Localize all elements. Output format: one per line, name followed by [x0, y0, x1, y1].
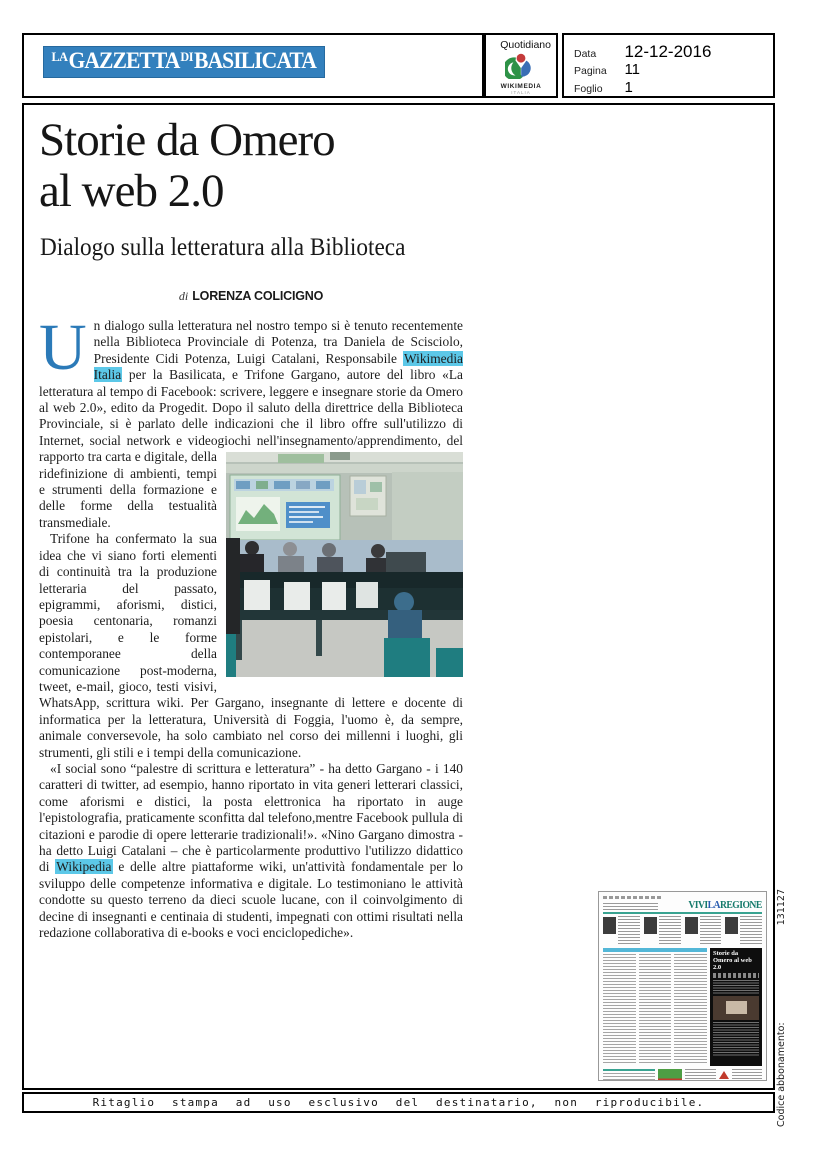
mini-photo [644, 917, 657, 934]
newspaper-page-thumbnail [598, 891, 767, 1081]
byline-author: LORENZA COLICIGNO [192, 289, 324, 303]
newspaper-masthead [43, 46, 325, 78]
highlighted-article-title: Storie da Omero al web 2.0 [713, 950, 752, 971]
text-lines [713, 973, 759, 978]
thumbnail-kicker-lines [603, 896, 663, 899]
color-photo [658, 1069, 682, 1081]
paragraph-1-text-mid: per la Basilicata, e Trifone Gargano, autore del libro «La letteratura al tempo di Facebook: scrivere, leggere e insegnare storie da Omero al web 2.0», edito da Progedit. Dopo il saluto della direttrice della Biblioteca Provinciale, si è parlato delle indicazioni che il libro offre sull'utilizzo di Internet, social network e videogiochi nell'insegnamento/apprendimento, del rapporto tra carta e digitale, [39, 367, 463, 465]
text-lines [659, 916, 681, 946]
disclaimer-strip [22, 1092, 775, 1113]
text-lines [740, 916, 762, 946]
highlighted-article-box [710, 948, 762, 1066]
mini-news-item [603, 916, 640, 946]
paragraph-1-text-end: della ridefinizione di ambienti, tempi e strumenti della formazione e delle forme della testualità transmediale. [39, 449, 217, 530]
mini-photo [725, 917, 738, 934]
text-lines [674, 954, 707, 1064]
mini-news-item [685, 916, 722, 946]
wikimedia-italia-logo [486, 51, 556, 95]
date-label: Data [574, 48, 597, 60]
meta-date-row [574, 42, 711, 62]
sheet-label: Foglio [574, 83, 603, 95]
section-rule [603, 912, 762, 914]
publication-type-box [484, 33, 558, 98]
text-lines [700, 916, 722, 946]
mini-article-photo [713, 996, 759, 1020]
article-title-line2: al web 2.0 [39, 165, 224, 217]
listing-text-columns [603, 954, 707, 1064]
clipping-meta-box [562, 33, 775, 98]
text-lines [603, 954, 636, 1064]
highlight-wikipedia: Wikipedia [56, 859, 112, 875]
mini-news-item [644, 916, 681, 946]
thumbnail-bottom-row [603, 1069, 762, 1081]
section-title-vivi: VIVI [688, 900, 708, 911]
article-frame [22, 103, 775, 1090]
wikimedia-logo-subtext: ITALIA [511, 90, 531, 95]
masthead-di: DI [180, 49, 194, 64]
article-title [39, 115, 773, 217]
text-lines [603, 903, 658, 911]
listing-header-bar [603, 948, 707, 952]
article-title-line1: Storie da Omero [39, 114, 335, 166]
text-lines [685, 1069, 716, 1081]
article-byline [39, 287, 463, 305]
paragraph-1 [39, 311, 463, 531]
byline-prefix: di [178, 289, 189, 303]
paragraph-3-text: «I social sono “palestre di scrittura e letteratura” - ha detto Gargano - i 140 caratteri di twitter, ad esempio, hanno riportato in vita generi letterari classici, come aforismi e distici, la posta elettronica ha riportato in auge l'epistolografia, praticamente sconfitta dal telefono,mentre Facebook pullula di citazioni e parodie di opere letterarie tradizionali!». «Nino Gargano dimostra - ha detto Luigi Catalani – che è particolarmente produttivo l'utilizzo didattico di [39, 760, 463, 875]
dropcap: U [39, 311, 87, 384]
mini-photo [685, 917, 698, 934]
wikimedia-logo-text: WIKIMEDIA [500, 83, 542, 90]
section-title-la: LA [707, 900, 721, 911]
meta-sheet-row [574, 79, 633, 97]
wikimedia-logo-icon [505, 51, 537, 79]
thumbnail-section-header [603, 900, 762, 911]
masthead-basilicata: BASILICATA [193, 48, 316, 73]
text-lines [732, 1069, 763, 1081]
thumbnail-news-row [603, 916, 762, 946]
highlight-wikimedia-italia: Wikimedia Italia [93, 350, 463, 383]
paragraph-2: Trifone ha confermato la sua idea che vi siano forti elementi di continuità tra la produzione letteraria del passato, epigrammi, aforismi, distici, poesia centonaria, romanzi epistolari, e le forme contemporanee della comunicazione post-moderna, tweet, e-mail, gioco, testi visivi, WhatsApp, scrittura wiki. Per Gargano, insegnante di lettere e docente di informatica per la letteratura, Università di Foggia, l'uomo è, da sempre, animale conversevole, ha solo cambiato nel corso dei millenni i luoghi, gli strumenti, gli stili e i tempi della comunicazione. [39, 531, 463, 760]
green-headline-line [603, 1069, 655, 1071]
publication-type-label: Quotidiano [500, 39, 551, 51]
page-value: 11 [624, 61, 641, 78]
listing-columns [603, 948, 707, 1066]
event-photo [226, 452, 463, 677]
section-title-regione: REGIONE [720, 900, 762, 911]
date-value: 12-12-2016 [624, 42, 712, 61]
text-lines [603, 1073, 655, 1081]
text-lines [713, 980, 759, 994]
sheet-value: 1 [624, 79, 633, 96]
thumbnail-listings [603, 948, 762, 1066]
mini-photo [603, 917, 616, 934]
paragraph-1-text: n dialogo sulla letteratura nel nostro tempo si è tenuto recentemente nella Biblioteca Provinciale di Potenza, tra Daniela de Scisciolo, Presidente Cidi Potenza, Luigi Catalani, Responsabile [93, 318, 463, 366]
page-label: Pagina [574, 65, 607, 77]
masthead-gazzetta: GAZZETTA [68, 48, 180, 73]
article-subtitle: Dialogo sulla letteratura alla Biblioteca [40, 234, 406, 261]
subscription-code-value: 131127 [775, 889, 787, 926]
red-triangle-logo [719, 1071, 729, 1079]
mini-news-item [725, 916, 762, 946]
paragraph-3 [39, 761, 463, 941]
masthead-box [22, 33, 484, 98]
paragraph-3-text-end: e delle altre piattaforme wiki, un'attività fondamentale per lo sviluppo delle competenze informativa e digitale. Lo testimoniano le attività condotte su questo terreno da dieci scuole lucane, con il coinvolgimento di decine di insegnanti e centinaia di studenti, impegnati con ottimi risultati nella redazione collaborativa di e-books e voci enciclopediche». [39, 859, 463, 941]
text-lines [713, 1022, 759, 1056]
panel-discussion-photo [226, 452, 463, 677]
disclaimer-text: Ritaglio stampa ad uso esclusivo del destinatario, non riproducibile. [92, 1096, 705, 1109]
subscription-code [774, 889, 788, 1127]
text-lines [618, 916, 640, 946]
bottom-item [603, 1069, 655, 1081]
meta-page-row [574, 61, 640, 79]
text-lines [639, 954, 672, 1064]
subscription-code-label: Codice abbonamento: [775, 1022, 787, 1127]
article-body [39, 311, 463, 941]
masthead-la: LA [51, 49, 68, 64]
section-title [689, 900, 762, 911]
